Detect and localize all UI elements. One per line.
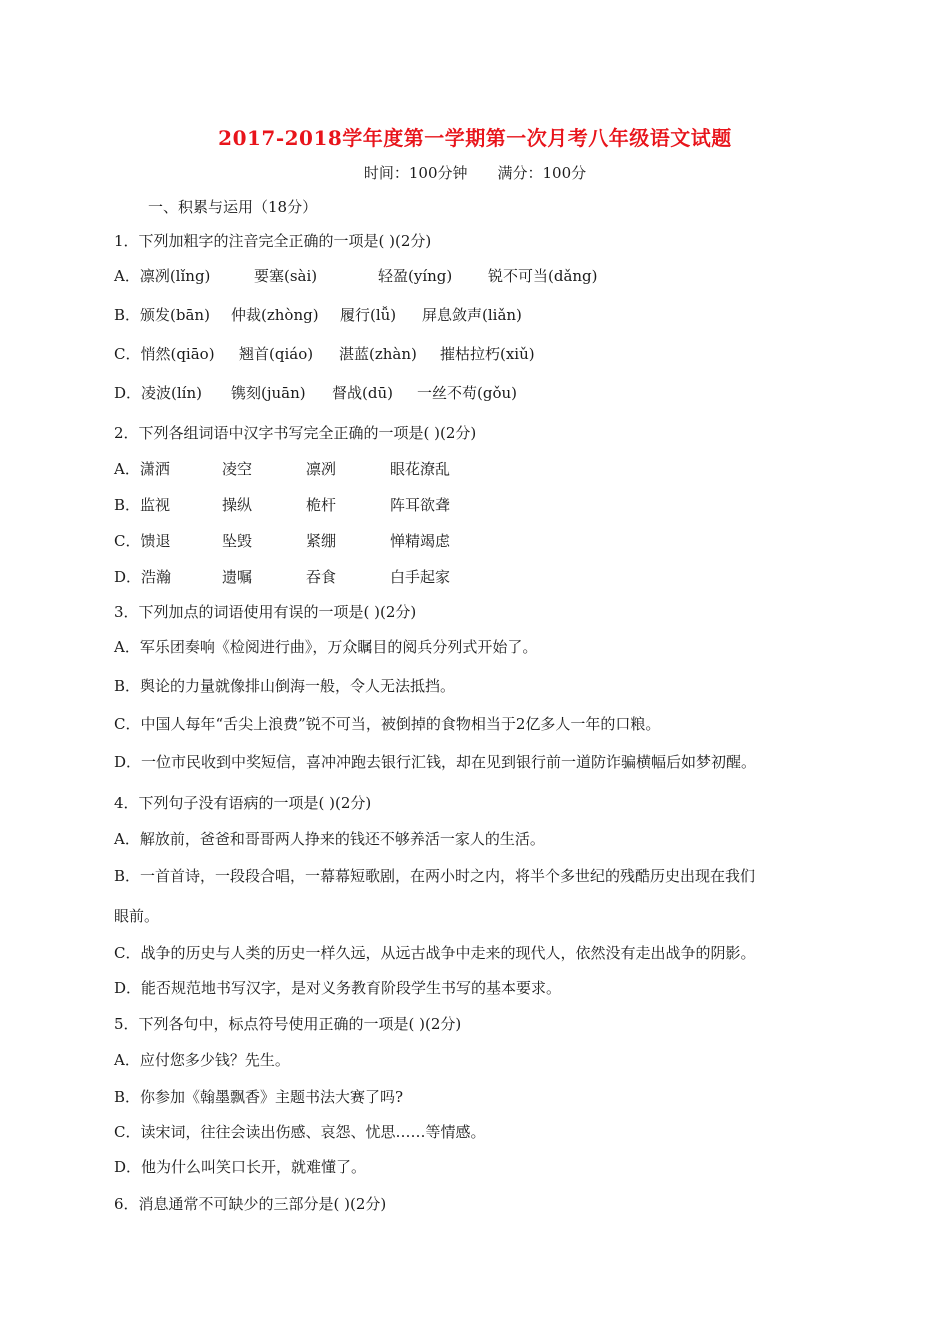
exam-time: 时间：100分钟 <box>363 164 468 182</box>
question-6-stem: 6．消息通常不可缺少的三部分是( )(2分) <box>114 1195 387 1213</box>
question-1-stem: 1．下列加粗字的注音完全正确的一项是( )(2分) <box>114 232 432 250</box>
option-item: 操纵 <box>222 496 253 514</box>
option-item: 翘首(qiáo) <box>239 345 314 363</box>
option-item: D．浩瀚 <box>114 568 172 586</box>
question-4-option-d: D．能否规范地书写汉字，是对义务教育阶段学生书写的基本要求。 <box>114 979 562 997</box>
option-item: 阵耳欲聋 <box>390 496 451 514</box>
question-3-option-d: D．一位市民收到中奖短信，喜冲冲跑去银行汇钱，却在见到银行前一道防诈骗横幅后如梦初醒。 <box>114 753 757 771</box>
option-item: 桅杆 <box>306 496 337 514</box>
option-item: 惮精竭虑 <box>390 532 451 550</box>
option-item: 一丝不苟(gǒu) <box>417 384 517 402</box>
option-item: 锐不可当(dǎng) <box>488 267 598 285</box>
question-5-option-b: B．你参加《翰墨飘香》主题书法大赛了吗? <box>114 1088 404 1106</box>
question-5-stem: 5．下列各句中，标点符号使用正确的一项是( )(2分) <box>114 1015 462 1033</box>
question-3-stem: 3．下列加点的词语使用有误的一项是( )(2分) <box>114 603 417 621</box>
option-item: B．颁发(bān) <box>114 306 210 324</box>
option-item: 仲裁(zhòng) <box>231 306 319 324</box>
question-1-option-a <box>114 265 598 287</box>
option-item: C．悄然(qiāo) <box>114 345 215 363</box>
option-item: A．凛冽(lǐng) <box>114 267 211 285</box>
option-item: 凛冽 <box>306 460 337 478</box>
option-item: 轻盈(yíng) <box>378 267 453 285</box>
exam-score: 满分：100分 <box>497 164 587 182</box>
option-item: 凌空 <box>222 460 253 478</box>
option-item: 吞食 <box>306 568 337 586</box>
question-1-option-c <box>114 343 535 365</box>
question-1-option-b <box>114 304 522 326</box>
option-item: B．监视 <box>114 496 171 514</box>
question-2-stem: 2．下列各组词语中汉字书写完全正确的一项是( )(2分) <box>114 424 477 442</box>
question-2-option-d <box>114 566 450 588</box>
option-item: 摧枯拉朽(xiǔ) <box>440 345 535 363</box>
question-4-option-c: C．战争的历史与人类的历史一样久远，从远古战争中走来的现代人，依然没有走出战争的阴影。 <box>114 944 756 962</box>
option-item: 坠毁 <box>222 532 253 550</box>
option-item: 紧绷 <box>306 532 337 550</box>
option-item: 要塞(sài) <box>254 267 318 285</box>
exam-info <box>0 162 950 183</box>
question-4-stem: 4．下列句子没有语病的一项是( )(2分) <box>114 794 372 812</box>
option-item: 湛蓝(zhàn) <box>339 345 417 363</box>
question-3-option-c: C．中国人每年“舌尖上浪费”锐不可当，被倒掉的食物相当于2亿多人一年的口粮。 <box>114 715 661 733</box>
option-item: 督战(dū) <box>332 384 393 402</box>
option-item: 履行(lǚ) <box>340 306 397 324</box>
question-5-option-c: C．读宋词，往往会读出伤感、哀怨、忧思……等情感。 <box>114 1123 486 1141</box>
question-5-option-d: D．他为什么叫笑口长开，就难懂了。 <box>114 1158 367 1176</box>
option-item: A．潇洒 <box>114 460 170 478</box>
section-heading: 一、积累与运用（18分） <box>148 198 318 216</box>
question-4-option-b-cont: 眼前。 <box>114 907 160 925</box>
option-item: 遗嘱 <box>222 568 253 586</box>
option-item: 眼花潦乱 <box>390 460 451 478</box>
question-3-option-b: B．舆论的力量就像排山倒海一般，令人无法抵挡。 <box>114 677 456 695</box>
question-1-option-d <box>114 382 517 404</box>
option-item: 屏息敛声(liǎn) <box>422 306 522 324</box>
question-4-option-b: B．一首首诗，一段段合唱，一幕幕短歌剧，在两小时之内，将半个多世纪的残酷历史出现在我们 <box>114 867 756 885</box>
option-item: 镌刻(juān) <box>231 384 306 402</box>
option-item: C．馈退 <box>114 532 171 550</box>
question-2-option-a <box>114 458 450 480</box>
option-item: 白手起家 <box>390 568 451 586</box>
question-3-option-a: A．军乐团奏响《检阅进行曲》，万众瞩目的阅兵分列式开始了。 <box>114 638 538 656</box>
question-4-option-a: A．解放前，爸爸和哥哥两人挣来的钱还不够养活一家人的生活。 <box>114 830 545 848</box>
question-2-option-c <box>114 530 450 552</box>
question-5-option-a: A．应付您多少钱？先生。 <box>114 1051 290 1069</box>
exam-title: 2017-2018学年度第一学期第一次月考八年级语文试题 <box>218 126 732 150</box>
question-2-option-b <box>114 494 450 516</box>
option-item: D．凌波(lín) <box>114 384 202 402</box>
